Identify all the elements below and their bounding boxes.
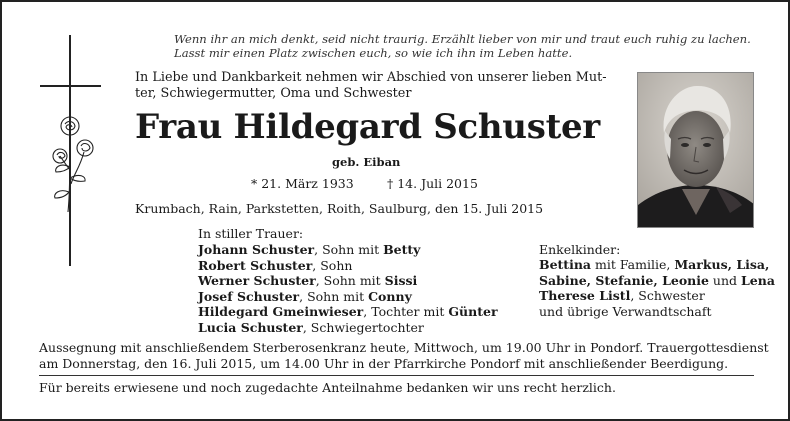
mourners-list	[198, 242, 498, 335]
grandchildren-line: Sabine, Stefanie, Leonie und Lena	[539, 272, 775, 288]
deceased-name: Frau Hildegard Schuster	[135, 107, 600, 147]
funeral-line-1: Aussegnung mit anschließendem Sterberosenkranz heute, Mittwoch, um 19.00 Uhr in Pondorf. Trauergottesdienst	[39, 340, 769, 355]
intro-text	[135, 70, 607, 102]
funeral-line-2: am Donnerstag, den 16. Juli 2015, um 14.00 Uhr in der Pfarrkirche Pondorf mit anschließender Beerdigung.	[39, 356, 729, 371]
grandchildren-line: Bettina mit Familie, Markus, Lisa,	[539, 257, 770, 272]
sister-line: Therese Listl, Schwester	[539, 288, 705, 303]
portrait-image	[638, 73, 754, 228]
relatives-line: und übrige Verwandtschaft	[539, 303, 712, 319]
motto	[174, 32, 774, 60]
birth-date: * 21. März 1933	[251, 176, 354, 191]
grandchildren-list	[539, 257, 775, 319]
intro-line-1: In Liebe und Dankbarkeit nehmen wir Abschied von unserer lieben Mut-	[135, 70, 607, 85]
mourner-row: Robert Schuster, Sohn	[198, 257, 353, 273]
thanks-text: Für bereits erwiesene und noch zugedachte Anteilnahme bedanken wir uns recht herzlich.	[39, 380, 616, 395]
maiden-name: geb. Eiban	[332, 155, 401, 169]
mourner-row: Johann Schuster, Sohn mit Betty	[198, 242, 421, 257]
mourner-row: Hildegard Gmeinwieser, Tochter mit Günter	[198, 304, 498, 319]
mourners-heading: In stiller Trauer:	[198, 226, 304, 241]
mourner-row: Werner Schuster, Sohn mit Sissi	[198, 273, 418, 288]
cross-beam	[40, 85, 101, 87]
divider	[39, 375, 754, 376]
intro-line-2: ter, Schwiegermutter, Oma und Schwester	[135, 86, 412, 101]
death-date: † 14. Juli 2015	[387, 176, 478, 191]
mourner-row: Lucia Schuster, Schwiegertochter	[198, 319, 424, 335]
grandchildren-heading: Enkelkinder:	[539, 242, 621, 257]
motto-line-2: Lasst mir einen Platz zwischen euch, so wie ich ihn im Leben hatte.	[174, 46, 573, 60]
portrait-photo	[637, 72, 754, 228]
rose-icon	[46, 112, 98, 216]
funeral-details	[39, 340, 769, 372]
motto-line-1: Wenn ihr an mich denkt, seid nicht traurig. Erzählt lieber von mir und traut euch ruhig zu lachen.	[174, 32, 751, 46]
place-and-date: Krumbach, Rain, Parkstetten, Roith, Saulburg, den 15. Juli 2015	[135, 201, 544, 216]
mourner-row: Josef Schuster, Sohn mit Conny	[198, 288, 412, 304]
